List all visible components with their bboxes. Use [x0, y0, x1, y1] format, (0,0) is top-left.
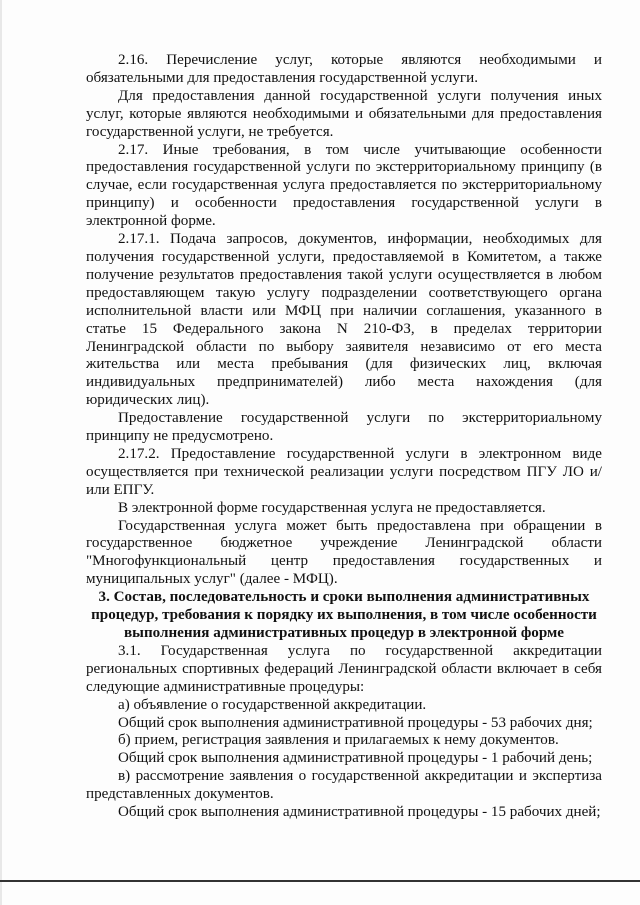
list-item-a: а) объявление о государственной аккредитации.	[118, 696, 427, 713]
paragraph-2-17-1: 2.17.1. Подача запросов, документов, информации, необходимых для получения государственной услуги, предоставляемой в Комитетом, а также получение результатов предоставления такой услуги осуществляется в любом предоставляющем такую услугу подразделении соответствующего органа исполнительной власти или МФЦ при наличии соглашения, указанного в статье 15 Федерального закона N 210-ФЗ, в пределах территории Ленинградской области по выбору заявителя независимо от его места жительства или места пребывания (для физических лиц, включая индивидуальных предпринимателей) либо места нахождения (для юридических лиц).	[86, 231, 602, 409]
paragraph-2-16-text: Для предоставления данной государственной услуги получения иных услуг, которые являются необходимыми и обязательными для предоставления государственной услуги, не требуется.	[86, 87, 602, 140]
document-body	[86, 52, 602, 822]
term-item-v: Общий срок выполнения административной процедуры - 15 рабочих дней;	[118, 804, 601, 821]
paragraph-2-17-2: 2.17.2. Предоставление государственной услуги в электронном виде осуществляется при технической реализации услуги посредством ПГУ ЛО и/или ЕПГУ.	[86, 445, 602, 498]
paragraph-2-16: 2.16. Перечисление услуг, которые являются необходимыми и обязательными для предоставления государственной услуги.	[86, 52, 602, 86]
section-3-heading: 3. Состав, последовательность и сроки выполнения административных процедур, требования к порядку их выполнения, в том числе особенности выполнения административных процедур в электронной форме	[91, 589, 597, 641]
paragraph-mfc: Государственная услуга может быть предоставлена при обращении в государственное бюджетное учреждение Ленинградской области "Многофункциональный центр предоставления государственных и муниципальных услуг" (далее - МФЦ).	[86, 517, 602, 588]
list-item-v: в) рассмотрение заявления о государственной аккредитации и экспертиза представленных документов.	[86, 768, 602, 803]
paragraph-2-17: 2.17. Иные требования, в том числе учитывающие особенности предоставления государственной услуги по экстерриториальному принципу (в случае, если государственная услуга предоставляется по экстерриториальному принципу) и особенности предоставления государственной услуги в электронной форме.	[86, 141, 602, 230]
scan-edge	[0, 0, 2, 905]
paragraph-3-1: 3.1. Государственная услуга по государственной аккредитации региональных спортивных федераций Ленинградской области включает в себя следующие административные процедуры:	[86, 642, 602, 695]
paragraph-electronic-form: В электронной форме государственная услуга не предоставляется.	[118, 499, 546, 516]
term-item-b: Общий срок выполнения административной процедуры - 1 рабочий день;	[118, 750, 593, 767]
paragraph-extraterritorial: Предоставление государственной услуги по экстерриториальному принципу не предусмотрено.	[86, 410, 602, 445]
scan-bottom-border	[0, 880, 640, 882]
term-item-a: Общий срок выполнения административной процедуры - 53 рабочих дня;	[118, 714, 593, 731]
list-item-b: б) прием, регистрация заявления и прилагаемых к нему документов.	[118, 732, 559, 749]
